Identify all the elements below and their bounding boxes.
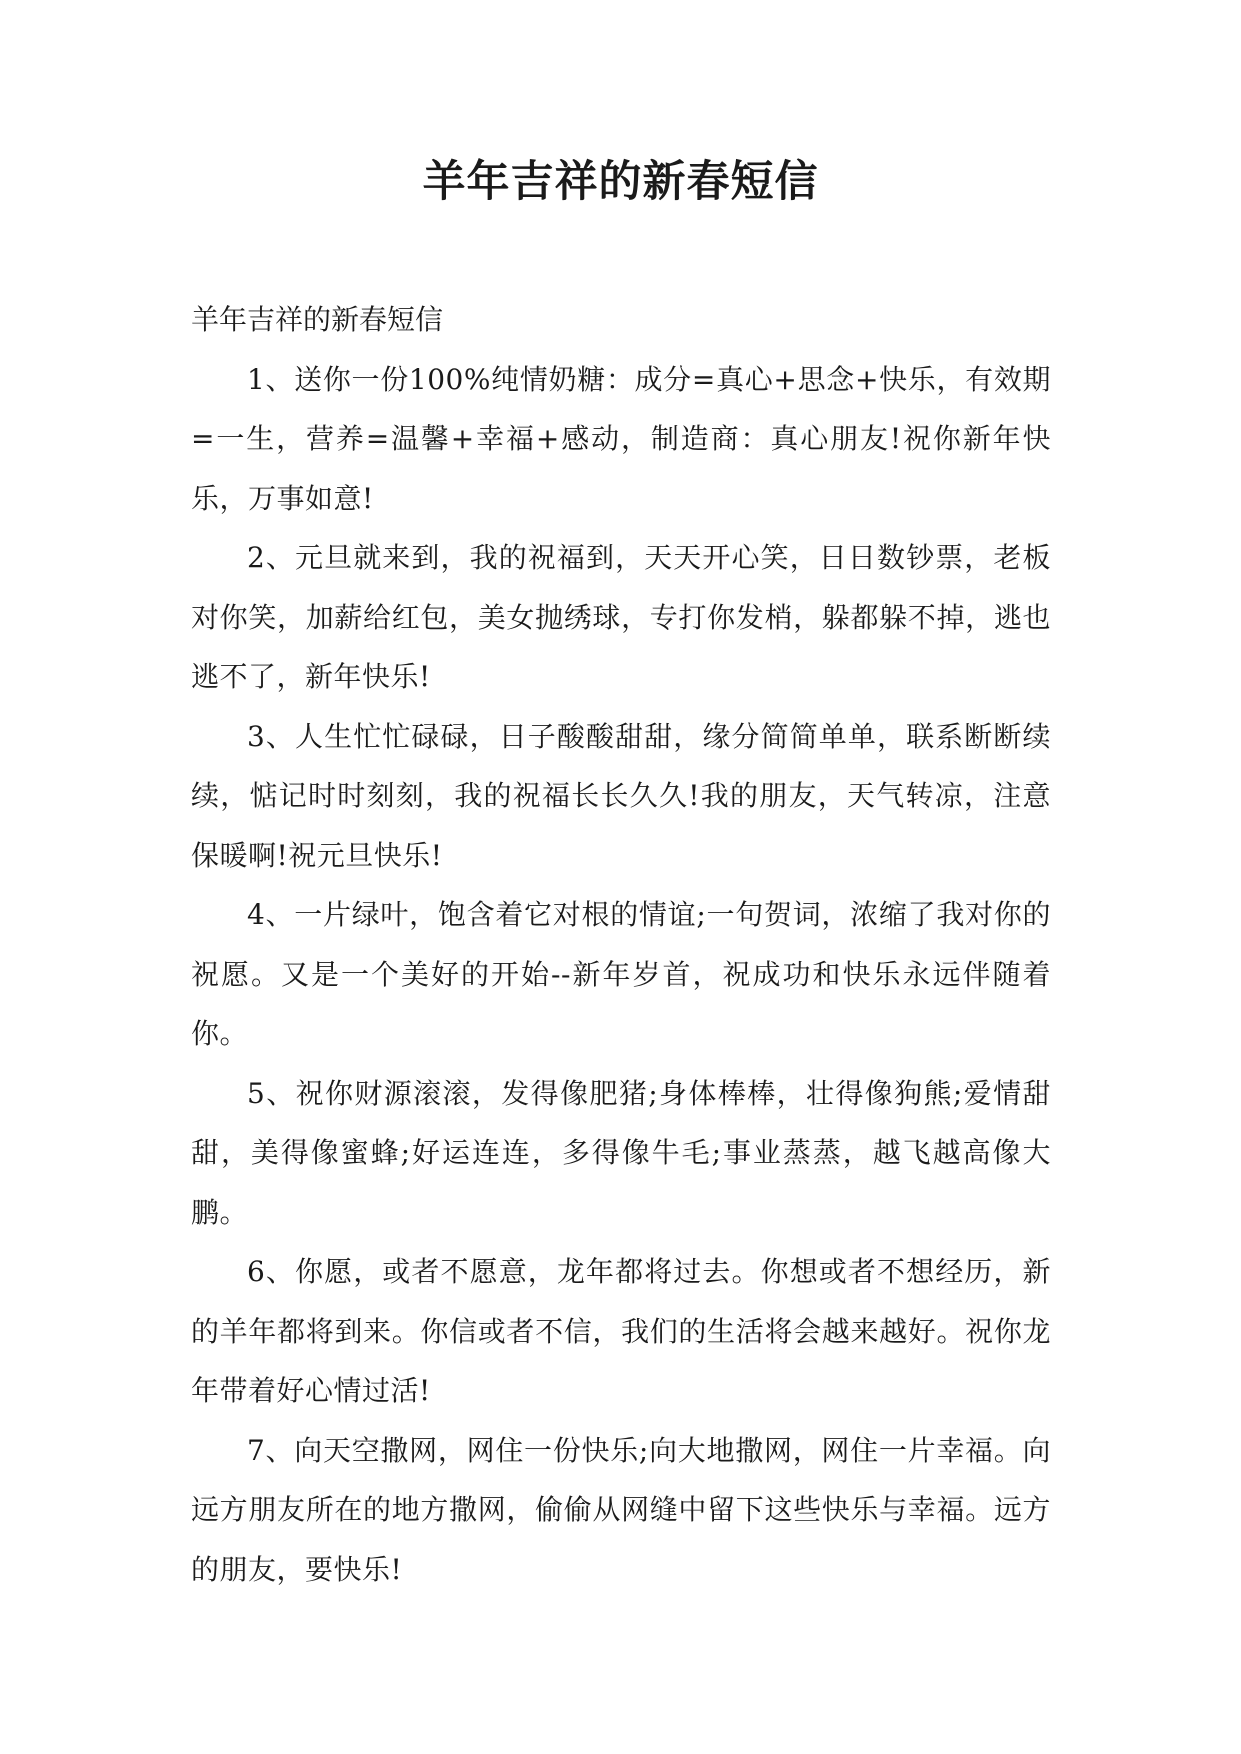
paragraph-4: 4、一片绿叶，饱含着它对根的情谊;一句贺词，浓缩了我对你的祝愿。又是一个美好的开始--新年岁首，祝成功和快乐永远伴随着你。 — [191, 898, 1051, 1050]
document-body — [191, 290, 1051, 1599]
paragraph-6: 6、你愿，或者不愿意，龙年都将过去。你想或者不想经历，新的羊年都将到来。你信或者不信，我们的生活将会越来越好。祝你龙年带着好心情过活! — [191, 1255, 1051, 1407]
paragraph-3: 3、人生忙忙碌碌，日子酸酸甜甜，缘分简简单单，联系断断续续，惦记时时刻刻，我的祝福长长久久!我的朋友，天气转凉，注意保暖啊!祝元旦快乐! — [191, 719, 1051, 872]
paragraph-1: 1、送你一份100%纯情奶糖：成分=真心+思念+快乐，有效期=一生，营养=温馨+幸福+感动，制造商：真心朋友!祝你新年快乐，万事如意! — [191, 362, 1051, 515]
paragraph-5: 5、祝你财源滚滚，发得像肥猪;身体棒棒，壮得像狗熊;爱情甜甜，美得像蜜蜂;好运连连，多得像牛毛;事业蒸蒸，越飞越高像大鹏。 — [191, 1076, 1051, 1229]
document-title: 羊年吉祥的新春短信 — [422, 157, 819, 207]
paragraph-7: 7、向天空撒网，网住一份快乐;向大地撒网，网住一片幸福。向远方朋友所在的地方撒网，偷偷从网缝中留下这些快乐与幸福。远方的朋友，要快乐! — [191, 1433, 1051, 1586]
document-subtitle: 羊年吉祥的新春短信 — [191, 303, 444, 336]
paragraph-2: 2、元旦就来到，我的祝福到，天天开心笑，日日数钞票，老板对你笑，加薪给红包，美女抛绣球，专打你发梢，躲都躲不掉，逃也逃不了，新年快乐! — [191, 541, 1051, 693]
